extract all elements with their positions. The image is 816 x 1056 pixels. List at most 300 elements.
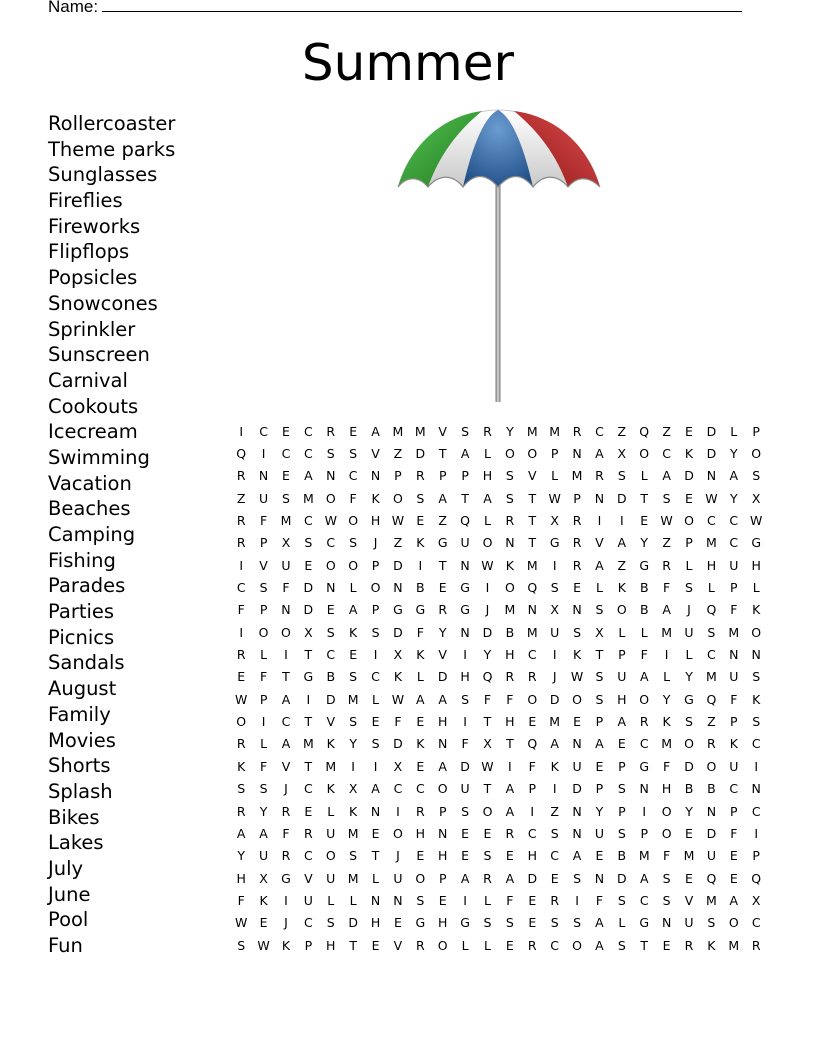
grid-letter[interactable]: T bbox=[304, 647, 313, 663]
grid-letter[interactable]: D bbox=[572, 781, 582, 797]
grid-letter[interactable]: I bbox=[530, 803, 535, 819]
grid-letter[interactable]: A bbox=[729, 892, 739, 908]
grid-letter[interactable]: O bbox=[482, 803, 493, 819]
grid-letter[interactable]: R bbox=[662, 557, 671, 573]
grid-letter[interactable]: O bbox=[639, 691, 650, 707]
grid-letter[interactable]: B bbox=[505, 624, 515, 640]
grid-letter[interactable]: L bbox=[372, 870, 380, 886]
grid-letter[interactable]: S bbox=[371, 624, 380, 640]
grid-letter[interactable]: A bbox=[505, 870, 515, 886]
grid-letter[interactable]: N bbox=[326, 468, 336, 484]
grid-letter[interactable]: Y bbox=[685, 669, 693, 685]
grid-letter[interactable]: C bbox=[281, 714, 291, 730]
grid-letter[interactable]: M bbox=[325, 758, 337, 774]
grid-letter[interactable]: D bbox=[482, 624, 493, 640]
grid-letter[interactable]: C bbox=[729, 535, 739, 551]
grid-letter[interactable]: U bbox=[594, 825, 605, 841]
grid-letter[interactable]: W bbox=[481, 557, 494, 573]
grid-letter[interactable]: U bbox=[550, 624, 560, 640]
grid-letter[interactable]: I bbox=[552, 781, 557, 797]
grid-letter[interactable]: O bbox=[639, 446, 650, 462]
grid-letter[interactable]: O bbox=[281, 624, 291, 640]
grid-letter[interactable]: Y bbox=[438, 624, 447, 640]
grid-letter[interactable]: F bbox=[663, 848, 671, 864]
grid-letter[interactable]: Q bbox=[706, 691, 717, 707]
grid-letter[interactable]: S bbox=[617, 468, 626, 484]
grid-letter[interactable]: K bbox=[349, 624, 358, 640]
grid-letter[interactable]: B bbox=[639, 580, 649, 596]
grid-letter[interactable]: W bbox=[570, 669, 584, 685]
grid-letter[interactable]: Y bbox=[729, 446, 738, 462]
grid-letter[interactable]: P bbox=[640, 825, 648, 841]
grid-letter[interactable]: N bbox=[393, 892, 403, 908]
grid-letter[interactable]: E bbox=[393, 915, 402, 931]
grid-letter[interactable]: E bbox=[505, 848, 514, 864]
grid-letter[interactable]: M bbox=[549, 423, 561, 439]
grid-letter[interactable]: F bbox=[640, 647, 648, 663]
grid-letter[interactable]: K bbox=[684, 446, 694, 462]
grid-letter[interactable]: R bbox=[572, 423, 582, 439]
grid-letter[interactable]: E bbox=[461, 825, 470, 841]
grid-letter[interactable]: S bbox=[595, 602, 604, 618]
grid-letter[interactable]: D bbox=[617, 490, 627, 506]
grid-letter[interactable]: Y bbox=[259, 803, 268, 819]
grid-letter[interactable]: E bbox=[438, 580, 447, 596]
grid-letter[interactable]: I bbox=[261, 446, 266, 462]
grid-letter[interactable]: N bbox=[505, 535, 515, 551]
grid-letter[interactable]: A bbox=[371, 423, 380, 439]
grid-letter[interactable]: R bbox=[236, 803, 246, 819]
grid-letter[interactable]: L bbox=[484, 513, 491, 529]
grid-letter[interactable]: D bbox=[460, 758, 470, 774]
grid-letter[interactable]: E bbox=[573, 714, 581, 730]
grid-letter[interactable]: C bbox=[662, 446, 671, 462]
grid-letter[interactable]: M bbox=[728, 937, 740, 953]
grid-letter[interactable]: G bbox=[460, 580, 470, 596]
grid-letter[interactable]: L bbox=[618, 624, 626, 640]
grid-letter[interactable]: L bbox=[327, 892, 335, 908]
grid-letter[interactable]: G bbox=[639, 758, 650, 774]
grid-letter[interactable]: J bbox=[396, 848, 400, 864]
grid-letter[interactable]: O bbox=[437, 781, 448, 797]
grid-letter[interactable]: H bbox=[415, 825, 426, 841]
grid-letter[interactable]: M bbox=[504, 602, 516, 618]
grid-letter[interactable]: D bbox=[706, 825, 717, 841]
grid-letter[interactable]: N bbox=[572, 602, 582, 618]
grid-letter[interactable]: L bbox=[484, 892, 491, 908]
grid-letter[interactable]: Y bbox=[595, 803, 604, 819]
grid-letter[interactable]: C bbox=[527, 825, 537, 841]
grid-letter[interactable]: U bbox=[259, 848, 269, 864]
grid-letter[interactable]: Y bbox=[662, 691, 671, 707]
grid-letter[interactable]: S bbox=[326, 915, 335, 931]
grid-letter[interactable]: P bbox=[438, 803, 447, 819]
grid-letter[interactable]: I bbox=[418, 557, 423, 573]
grid-letter[interactable]: C bbox=[550, 937, 560, 953]
grid-letter[interactable]: P bbox=[618, 758, 626, 774]
grid-letter[interactable]: Q bbox=[527, 580, 538, 596]
grid-letter[interactable]: M bbox=[728, 624, 740, 640]
grid-letter[interactable]: S bbox=[662, 892, 671, 908]
grid-letter[interactable]: R bbox=[236, 468, 246, 484]
grid-letter[interactable]: L bbox=[752, 580, 760, 596]
grid-letter[interactable]: C bbox=[751, 736, 761, 752]
grid-letter[interactable]: U bbox=[326, 870, 336, 886]
grid-letter[interactable]: T bbox=[282, 669, 290, 685]
grid-letter[interactable]: E bbox=[259, 915, 268, 931]
grid-letter[interactable]: S bbox=[550, 825, 559, 841]
grid-letter[interactable]: H bbox=[661, 781, 672, 797]
grid-letter[interactable]: E bbox=[371, 937, 380, 953]
grid-letter[interactable]: G bbox=[415, 915, 426, 931]
grid-letter[interactable]: B bbox=[684, 781, 694, 797]
grid-letter[interactable]: M bbox=[683, 848, 695, 864]
grid-letter[interactable]: O bbox=[527, 691, 538, 707]
grid-letter[interactable]: T bbox=[304, 714, 313, 730]
grid-letter[interactable]: H bbox=[706, 557, 717, 573]
grid-letter[interactable]: S bbox=[752, 468, 761, 484]
grid-letter[interactable]: E bbox=[685, 490, 693, 506]
grid-letter[interactable]: S bbox=[349, 535, 358, 551]
grid-letter[interactable]: R bbox=[595, 468, 604, 484]
grid-letter[interactable]: M bbox=[661, 736, 673, 752]
grid-letter[interactable]: E bbox=[349, 423, 358, 439]
grid-letter[interactable]: E bbox=[528, 892, 537, 908]
grid-letter[interactable]: O bbox=[751, 446, 762, 462]
grid-letter[interactable]: F bbox=[595, 892, 604, 908]
grid-letter[interactable]: A bbox=[595, 446, 604, 462]
grid-letter[interactable]: E bbox=[617, 736, 626, 752]
grid-letter[interactable]: N bbox=[594, 870, 605, 886]
grid-letter[interactable]: E bbox=[685, 870, 693, 886]
grid-letter[interactable]: B bbox=[416, 580, 425, 596]
grid-letter[interactable]: Z bbox=[236, 490, 246, 506]
grid-letter[interactable]: C bbox=[415, 781, 425, 797]
grid-letter[interactable]: Z bbox=[550, 803, 559, 819]
grid-letter[interactable]: K bbox=[281, 937, 291, 953]
grid-letter[interactable]: N bbox=[370, 803, 381, 819]
grid-letter[interactable]: M bbox=[392, 423, 404, 439]
grid-letter[interactable]: I bbox=[239, 624, 244, 640]
grid-letter[interactable]: O bbox=[616, 602, 627, 618]
grid-letter[interactable]: S bbox=[304, 535, 313, 551]
grid-letter[interactable]: T bbox=[640, 937, 649, 953]
grid-letter[interactable]: P bbox=[371, 557, 380, 573]
grid-letter[interactable]: H bbox=[460, 669, 470, 685]
grid-letter[interactable]: W bbox=[548, 490, 561, 506]
grid-letter[interactable]: G bbox=[549, 535, 560, 551]
grid-letter[interactable]: S bbox=[349, 714, 358, 730]
grid-letter[interactable]: C bbox=[259, 423, 268, 439]
grid-letter[interactable]: H bbox=[482, 468, 493, 484]
grid-letter[interactable]: O bbox=[527, 446, 538, 462]
grid-letter[interactable]: O bbox=[728, 915, 739, 931]
grid-letter[interactable]: C bbox=[281, 446, 291, 462]
grid-letter[interactable]: A bbox=[304, 468, 313, 484]
grid-letter[interactable]: F bbox=[461, 736, 469, 752]
grid-letter[interactable]: A bbox=[438, 758, 447, 774]
grid-letter[interactable]: O bbox=[325, 557, 336, 573]
grid-letter[interactable]: X bbox=[751, 892, 761, 908]
grid-letter[interactable]: R bbox=[707, 736, 716, 752]
grid-letter[interactable]: I bbox=[508, 758, 512, 774]
grid-letter[interactable]: A bbox=[550, 736, 559, 752]
grid-letter[interactable]: I bbox=[552, 647, 557, 663]
grid-letter[interactable]: P bbox=[730, 580, 738, 596]
grid-letter[interactable]: G bbox=[303, 669, 314, 685]
grid-letter[interactable]: G bbox=[393, 602, 403, 618]
grid-letter[interactable]: N bbox=[661, 915, 672, 931]
grid-letter[interactable]: D bbox=[303, 602, 314, 618]
grid-letter[interactable]: T bbox=[595, 647, 604, 663]
grid-letter[interactable]: F bbox=[259, 758, 268, 774]
grid-letter[interactable]: X bbox=[259, 870, 268, 886]
grid-letter[interactable]: H bbox=[438, 848, 448, 864]
grid-letter[interactable]: H bbox=[370, 915, 381, 931]
grid-letter[interactable]: C bbox=[304, 915, 313, 931]
grid-letter[interactable]: N bbox=[572, 736, 582, 752]
grid-letter[interactable]: X bbox=[751, 490, 761, 506]
grid-letter[interactable]: C bbox=[595, 423, 604, 439]
grid-letter[interactable]: E bbox=[729, 848, 738, 864]
grid-letter[interactable]: S bbox=[259, 781, 268, 797]
grid-letter[interactable]: N bbox=[438, 736, 448, 752]
grid-letter[interactable]: K bbox=[326, 736, 335, 752]
grid-letter[interactable]: X bbox=[304, 624, 313, 640]
grid-letter[interactable]: D bbox=[706, 423, 717, 439]
grid-letter[interactable]: F bbox=[730, 691, 738, 707]
grid-letter[interactable]: C bbox=[527, 647, 537, 663]
grid-letter[interactable]: A bbox=[281, 691, 291, 707]
grid-letter[interactable]: K bbox=[259, 892, 268, 908]
grid-letter[interactable]: I bbox=[664, 647, 669, 663]
grid-letter[interactable]: G bbox=[460, 915, 470, 931]
grid-letter[interactable]: F bbox=[506, 892, 514, 908]
grid-letter[interactable]: R bbox=[415, 803, 425, 819]
grid-letter[interactable]: I bbox=[351, 758, 355, 774]
grid-letter[interactable]: F bbox=[506, 691, 514, 707]
grid-letter[interactable]: N bbox=[706, 803, 717, 819]
grid-letter[interactable]: S bbox=[617, 937, 626, 953]
grid-letter[interactable]: A bbox=[460, 870, 470, 886]
grid-letter[interactable]: M bbox=[280, 513, 292, 529]
grid-letter[interactable]: I bbox=[552, 557, 557, 573]
grid-letter[interactable]: E bbox=[326, 602, 335, 618]
grid-letter[interactable]: D bbox=[303, 580, 314, 596]
grid-letter[interactable]: D bbox=[325, 691, 336, 707]
grid-letter[interactable]: E bbox=[662, 937, 671, 953]
grid-letter[interactable]: F bbox=[282, 580, 290, 596]
grid-letter[interactable]: H bbox=[236, 870, 246, 886]
grid-letter[interactable]: E bbox=[595, 758, 604, 774]
grid-letter[interactable]: K bbox=[349, 803, 358, 819]
grid-letter[interactable]: L bbox=[640, 468, 648, 484]
grid-letter[interactable]: T bbox=[438, 557, 447, 573]
grid-letter[interactable]: Q bbox=[639, 423, 650, 439]
grid-letter[interactable]: P bbox=[573, 490, 581, 506]
grid-letter[interactable]: E bbox=[573, 580, 581, 596]
grid-letter[interactable]: M bbox=[706, 669, 717, 685]
grid-letter[interactable]: S bbox=[550, 580, 559, 596]
grid-letter[interactable]: X bbox=[595, 624, 604, 640]
grid-letter[interactable]: E bbox=[416, 758, 425, 774]
grid-letter[interactable]: A bbox=[438, 691, 447, 707]
grid-letter[interactable]: K bbox=[550, 758, 559, 774]
grid-letter[interactable]: R bbox=[751, 937, 761, 953]
grid-letter[interactable]: F bbox=[237, 602, 245, 618]
grid-letter[interactable]: U bbox=[729, 758, 739, 774]
grid-letter[interactable]: S bbox=[416, 490, 425, 506]
grid-letter[interactable]: F bbox=[528, 758, 536, 774]
grid-letter[interactable]: I bbox=[261, 714, 266, 730]
grid-letter[interactable]: S bbox=[371, 736, 380, 752]
grid-letter[interactable]: F bbox=[483, 691, 492, 707]
grid-letter[interactable]: S bbox=[707, 915, 716, 931]
grid-letter[interactable]: S bbox=[483, 848, 492, 864]
grid-letter[interactable]: P bbox=[438, 468, 447, 484]
grid-letter[interactable]: P bbox=[685, 535, 693, 551]
grid-letter[interactable]: C bbox=[707, 513, 716, 529]
grid-letter[interactable]: S bbox=[326, 624, 335, 640]
grid-letter[interactable]: E bbox=[528, 714, 537, 730]
grid-letter[interactable]: W bbox=[235, 691, 248, 707]
grid-letter[interactable]: I bbox=[485, 580, 490, 596]
grid-letter[interactable]: A bbox=[505, 803, 515, 819]
grid-letter[interactable]: U bbox=[460, 535, 470, 551]
grid-letter[interactable]: P bbox=[730, 714, 738, 730]
grid-letter[interactable]: E bbox=[371, 825, 380, 841]
grid-letter[interactable]: E bbox=[685, 825, 693, 841]
grid-letter[interactable]: I bbox=[373, 758, 378, 774]
grid-letter[interactable]: E bbox=[550, 870, 559, 886]
grid-letter[interactable]: A bbox=[371, 781, 380, 797]
grid-letter[interactable]: M bbox=[302, 736, 314, 752]
grid-letter[interactable]: C bbox=[304, 513, 313, 529]
grid-letter[interactable]: L bbox=[707, 580, 715, 596]
grid-letter[interactable]: J bbox=[552, 669, 557, 685]
grid-letter[interactable]: L bbox=[260, 736, 268, 752]
grid-letter[interactable]: U bbox=[729, 669, 739, 685]
grid-letter[interactable]: C bbox=[393, 781, 403, 797]
grid-letter[interactable]: M bbox=[347, 691, 359, 707]
grid-letter[interactable]: R bbox=[550, 892, 559, 908]
grid-letter[interactable]: O bbox=[370, 580, 381, 596]
grid-letter[interactable]: R bbox=[527, 937, 537, 953]
grid-letter[interactable]: F bbox=[259, 513, 268, 529]
grid-letter[interactable]: R bbox=[527, 669, 537, 685]
grid-letter[interactable]: N bbox=[258, 468, 269, 484]
grid-letter[interactable]: R bbox=[483, 870, 492, 886]
grid-letter[interactable]: C bbox=[326, 535, 336, 551]
grid-letter[interactable]: S bbox=[461, 803, 470, 819]
grid-letter[interactable]: N bbox=[460, 557, 470, 573]
grid-letter[interactable]: U bbox=[393, 870, 403, 886]
grid-letter[interactable]: C bbox=[304, 781, 313, 797]
grid-letter[interactable]: K bbox=[505, 557, 514, 573]
grid-letter[interactable]: A bbox=[281, 736, 291, 752]
grid-letter[interactable]: L bbox=[461, 937, 469, 953]
grid-letter[interactable]: X bbox=[348, 781, 358, 797]
grid-letter[interactable]: M bbox=[526, 557, 538, 573]
grid-letter[interactable]: I bbox=[575, 892, 579, 908]
grid-letter[interactable]: L bbox=[685, 647, 693, 663]
grid-letter[interactable]: Y bbox=[640, 535, 649, 551]
grid-letter[interactable]: L bbox=[349, 580, 357, 596]
grid-letter[interactable]: Q bbox=[482, 669, 493, 685]
grid-letter[interactable]: H bbox=[370, 513, 381, 529]
grid-letter[interactable]: R bbox=[236, 535, 246, 551]
grid-letter[interactable]: S bbox=[282, 490, 290, 506]
grid-letter[interactable]: L bbox=[640, 624, 648, 640]
grid-letter[interactable]: O bbox=[393, 490, 403, 506]
grid-letter[interactable]: F bbox=[282, 825, 290, 841]
grid-letter[interactable]: O bbox=[482, 535, 493, 551]
grid-letter[interactable]: T bbox=[304, 758, 313, 774]
grid-letter[interactable]: R bbox=[438, 602, 448, 618]
grid-letter[interactable]: N bbox=[326, 580, 336, 596]
grid-letter[interactable]: R bbox=[505, 513, 515, 529]
grid-letter[interactable]: J bbox=[284, 915, 288, 931]
grid-letter[interactable]: N bbox=[639, 781, 649, 797]
grid-letter[interactable]: N bbox=[370, 892, 381, 908]
grid-letter[interactable]: S bbox=[662, 870, 671, 886]
grid-letter[interactable]: A bbox=[595, 937, 604, 953]
grid-letter[interactable]: E bbox=[282, 423, 290, 439]
grid-letter[interactable]: E bbox=[528, 915, 537, 931]
grid-letter[interactable]: G bbox=[751, 535, 762, 551]
grid-letter[interactable]: E bbox=[461, 848, 470, 864]
grid-letter[interactable]: E bbox=[640, 513, 649, 529]
grid-letter[interactable]: A bbox=[572, 848, 582, 864]
grid-letter[interactable]: O bbox=[325, 490, 336, 506]
grid-letter[interactable]: A bbox=[639, 870, 649, 886]
grid-letter[interactable]: H bbox=[617, 691, 627, 707]
grid-letter[interactable]: A bbox=[595, 557, 604, 573]
grid-letter[interactable]: S bbox=[349, 446, 358, 462]
grid-letter[interactable]: I bbox=[284, 892, 288, 908]
grid-letter[interactable]: C bbox=[639, 736, 649, 752]
grid-letter[interactable]: F bbox=[663, 580, 671, 596]
grid-letter[interactable]: X bbox=[393, 758, 403, 774]
grid-letter[interactable]: U bbox=[684, 624, 694, 640]
grid-letter[interactable]: Q bbox=[751, 870, 762, 886]
grid-letter[interactable]: O bbox=[572, 937, 582, 953]
grid-letter[interactable]: I bbox=[239, 557, 244, 573]
grid-letter[interactable]: C bbox=[751, 915, 761, 931]
grid-letter[interactable]: V bbox=[304, 870, 313, 886]
grid-letter[interactable]: J bbox=[687, 602, 691, 618]
grid-letter[interactable]: E bbox=[685, 423, 693, 439]
grid-letter[interactable]: S bbox=[461, 423, 470, 439]
grid-letter[interactable]: O bbox=[236, 714, 247, 730]
grid-letter[interactable]: S bbox=[617, 781, 626, 797]
grid-letter[interactable]: V bbox=[595, 535, 604, 551]
grid-letter[interactable]: C bbox=[729, 781, 739, 797]
grid-letter[interactable]: S bbox=[752, 714, 761, 730]
grid-letter[interactable]: I bbox=[373, 647, 378, 663]
grid-letter[interactable]: O bbox=[258, 624, 269, 640]
grid-letter[interactable]: L bbox=[685, 557, 693, 573]
grid-letter[interactable]: N bbox=[594, 490, 605, 506]
grid-letter[interactable]: Z bbox=[707, 714, 716, 730]
grid-letter[interactable]: S bbox=[550, 915, 559, 931]
grid-letter[interactable]: I bbox=[396, 803, 400, 819]
grid-letter[interactable]: P bbox=[438, 870, 447, 886]
grid-letter[interactable]: D bbox=[684, 758, 694, 774]
grid-letter[interactable]: Y bbox=[483, 647, 492, 663]
grid-letter[interactable]: S bbox=[573, 870, 582, 886]
grid-letter[interactable]: I bbox=[239, 423, 244, 439]
